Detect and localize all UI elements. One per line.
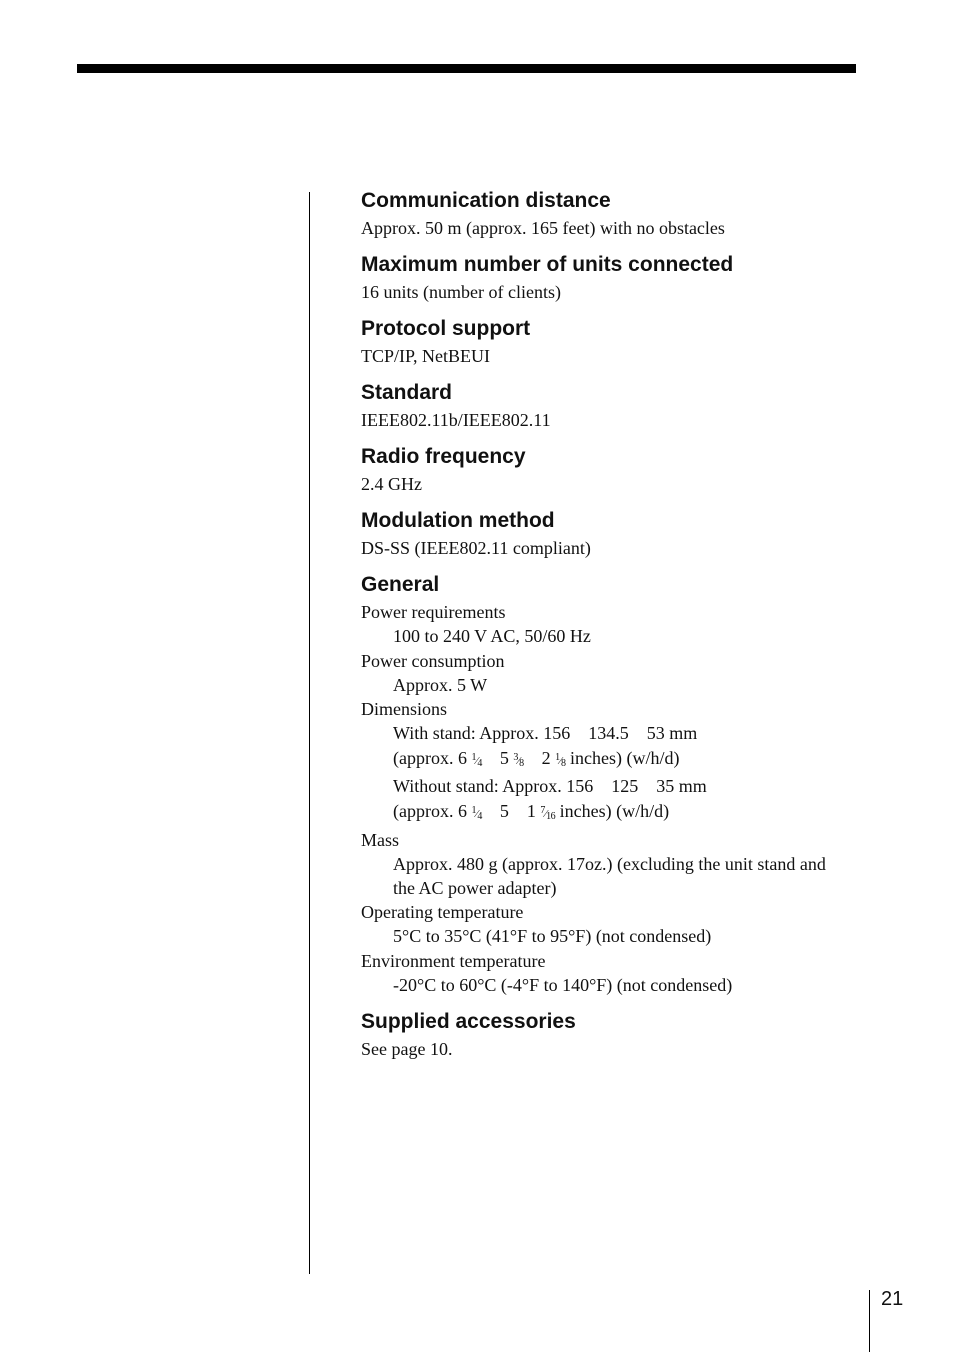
inch-prefix: (approx. 6 [393,747,472,768]
section-heading: Radio frequency [361,445,526,468]
top-rule [77,64,856,73]
page-number-rule [869,1290,870,1352]
fraction-three-eighths: $^3⁄_8$ [513,751,524,769]
fraction-quarter: $^1⁄_4$ [471,751,482,769]
section-communication-distance [361,186,841,240]
section-text: DS-SS (IEEE802.11 compliant) [361,538,591,558]
fraction-denominator: 16 [546,810,556,822]
fraction-numerator: 1 [471,751,476,763]
section-protocol-support [361,314,841,368]
inch-mid: 5 1 [481,800,541,821]
dimensions-without-stand-mm: Without stand: Approx. 156 125 35 mm [393,776,707,796]
dimensions-without-stand-inch [361,799,841,829]
operating-temperature-value: 5°C to 35°C (41°F to 95°F) (not condensed) [393,926,712,946]
power-requirements-label: Power requirements [361,602,506,622]
specifications-content [361,186,841,1071]
section-text: 2.4 GHz [361,474,422,494]
operating-temperature-label: Operating temperature [361,902,524,922]
power-consumption-label: Power consumption [361,650,505,671]
fraction-one-eighth: $^1⁄_8$ [555,751,566,769]
fraction-quarter: $^1⁄_4$ [471,804,482,822]
power-consumption-value: Approx. 5 W [393,674,488,695]
section-supplied-accessories [361,1007,841,1061]
section-radio-frequency [361,442,841,496]
inch-mid: 2 [523,747,556,768]
power-requirements-value: 100 to 240 V AC, 50/60 Hz [393,626,591,646]
inch-suffix: inches) (w/h/d) [555,800,670,821]
section-text: TCP/IP, NetBEUI [361,346,491,366]
dimensions-with-stand-inch [361,746,841,776]
section-text: IEEE802.11b/IEEE802.11 [361,410,551,430]
section-text: 16 units (number of clients) [361,282,561,302]
section-max-units [361,250,841,304]
fraction-seven-sixteenths: $^7⁄_{16}$ [540,804,556,822]
section-heading: General [361,573,440,596]
fraction-numerator: 1 [555,751,560,763]
fraction-denominator: 4 [477,810,482,822]
mass-label: Mass [361,830,400,850]
mass-value: Approx. 480 g (approx. 17oz.) (excluding the unit stand and the AC power adapter) [393,854,826,898]
environment-temperature-value: -20°C to 60°C (-4°F to 140°F) (not condensed) [393,974,733,995]
section-general [361,570,841,997]
section-text: See page 10. [361,1039,453,1059]
left-margin-rule [309,192,310,1274]
general-spec-list [361,600,841,997]
section-heading: Supplied accessories [361,1010,576,1033]
fraction-numerator: 3 [513,751,518,763]
fraction-numerator: 7 [540,804,545,816]
section-heading: Maximum number of units connected [361,253,734,276]
section-heading: Modulation method [361,509,555,532]
fraction-denominator: 8 [519,757,524,769]
page-number: 21 [881,1288,904,1310]
environment-temperature-label: Environment temperature [361,950,546,971]
fraction-numerator: 1 [471,804,476,816]
fraction-denominator: 4 [477,757,482,769]
dimensions-with-stand-mm: With stand: Approx. 156 134.5 53 mm [393,723,698,743]
section-text: Approx. 50 m (approx. 165 feet) with no obstacles [361,218,725,238]
section-heading: Communication distance [361,189,611,212]
fraction-denominator: 8 [561,757,566,769]
section-modulation-method [361,506,841,560]
section-heading: Protocol support [361,317,531,340]
inch-mid: 5 [481,747,514,768]
inch-suffix: inches) (w/h/d) [565,747,680,768]
section-standard [361,378,841,432]
section-heading: Standard [361,381,453,404]
dimensions-label: Dimensions [361,699,448,719]
inch-prefix: (approx. 6 [393,800,472,821]
